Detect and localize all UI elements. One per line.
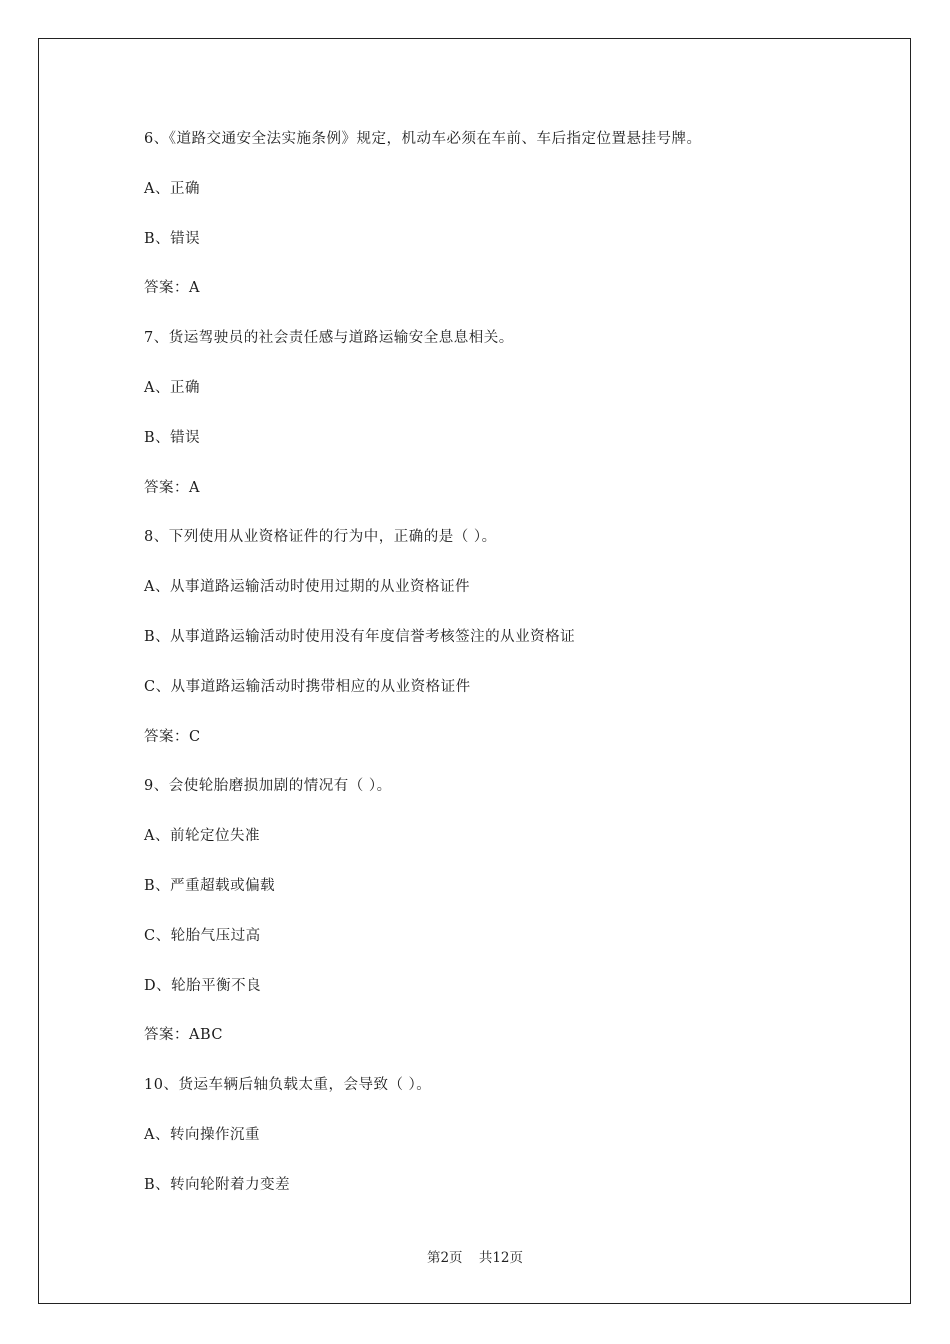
option: B、严重超载或偏载 [144,877,276,894]
question-stem: 9、会使轮胎磨损加剧的情况有（ ）。 [144,778,392,795]
page-footer [0,1246,950,1266]
option: C、轮胎气压过高 [144,927,261,944]
option: B、从事道路运输活动时使用没有年度信誉考核签注的从业资格证 [144,628,576,645]
option: A、转向操作沉重 [144,1126,260,1143]
question-stem: 7、货运驾驶员的社会责任感与道路运输安全息息相关。 [144,330,514,347]
option: B、错误 [144,230,201,247]
option: A、从事道路运输活动时使用过期的从业资格证件 [144,579,470,596]
question-stem: 8、下列使用从业资格证件的行为中，正确的是（ ）。 [144,529,497,546]
option: A、前轮定位失准 [144,828,260,845]
page-number: 第2页 [426,1250,463,1266]
document-body [144,125,844,1221]
option: A、正确 [144,180,200,197]
page-total: 共12页 [478,1250,524,1266]
answer: 答案：C [144,728,201,745]
answer: 答案：ABC [144,1027,223,1044]
question-stem: 10、货运车辆后轴负载太重，会导致（ ）。 [144,1077,432,1094]
option: B、转向轮附着力变差 [144,1176,291,1193]
option: B、错误 [144,429,201,446]
answer: 答案：A [144,479,200,496]
option: A、正确 [144,379,200,396]
option: D、轮胎平衡不良 [144,977,262,994]
question-stem: 6、《道路交通安全法实施条例》规定，机动车必须在车前、车后指定位置悬挂号牌。 [144,131,702,147]
option: C、从事道路运输活动时携带相应的从业资格证件 [144,678,471,695]
answer: 答案：A [144,280,200,297]
